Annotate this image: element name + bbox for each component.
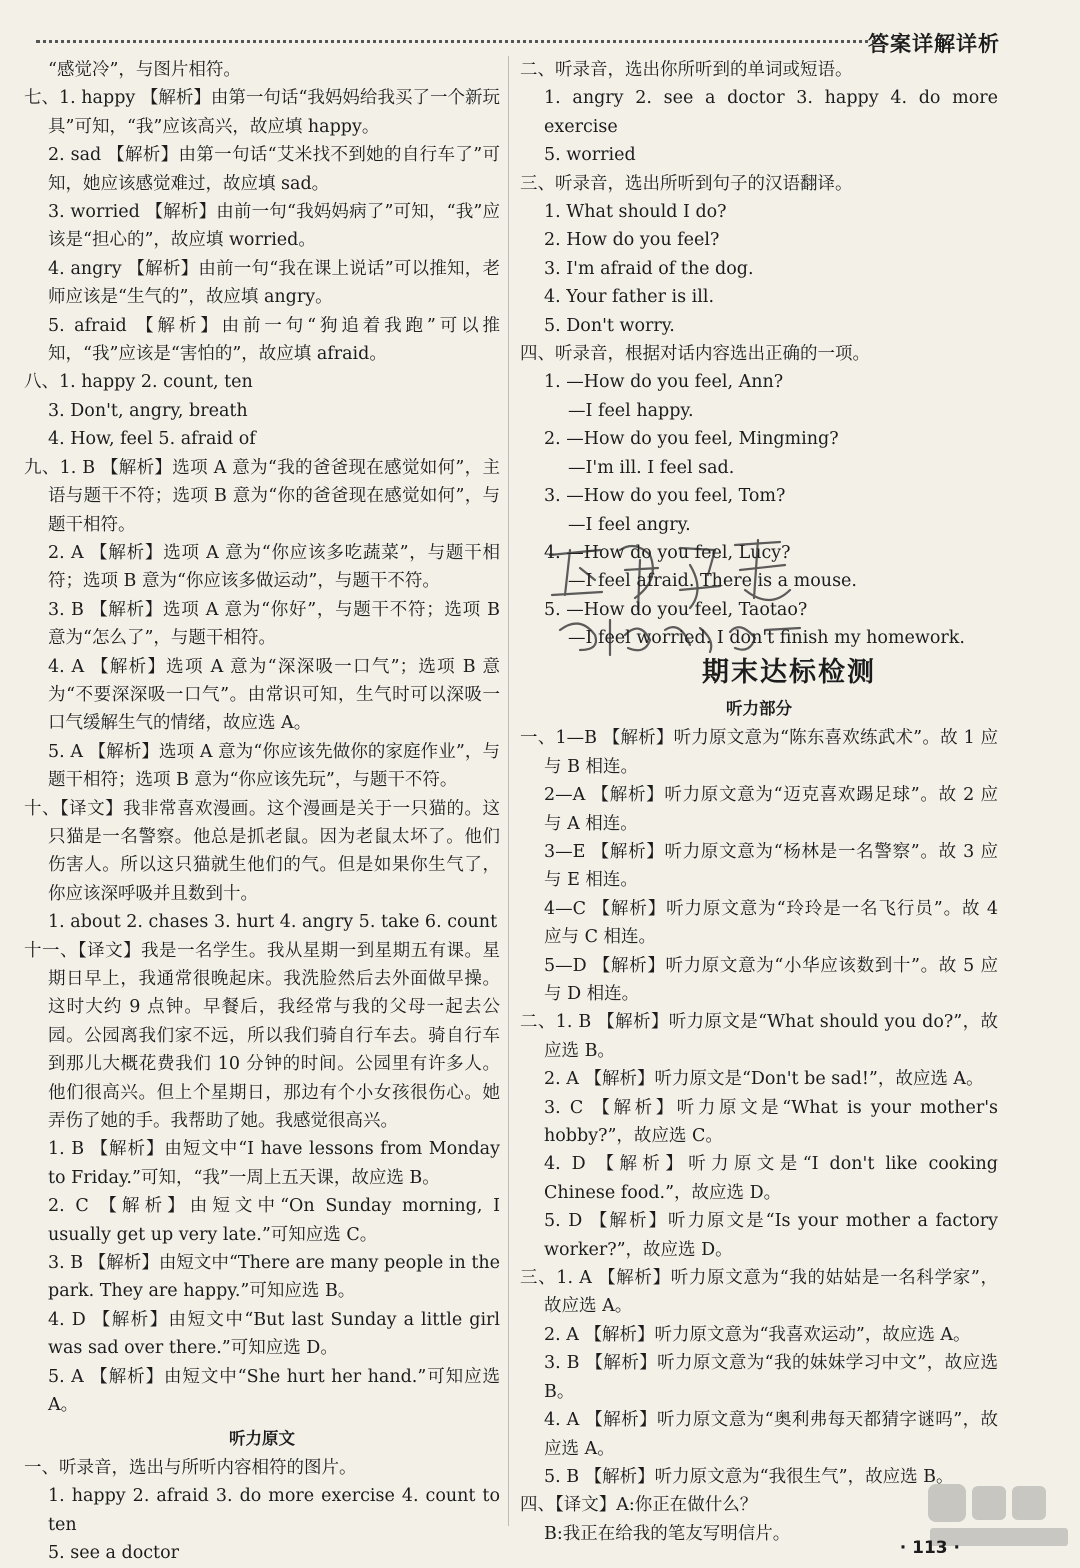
section-item: 十一、【译文】我是一名学生。我从星期一到星期五有课。星期日早上，我通常很晚起床。我洗脸然后去外面做早操。这时大约 9 点钟。早餐后，我经常与我的父母一起去公园。公园离我们家不远，所以我们骑自行车去。骑自行车到那儿大概花费我们 10 分钟的时间。公园里有许多人。他们很高兴。但上个星期日，那边有个小女孩很伤心。她弄伤了她的手。我帮助了她。我感觉很高兴。 xyxy=(24,940,500,1132)
answer-line: 5—D 【解析】听力原文意为“小华应该数到十”。故 5 应与 D 相连。 xyxy=(544,955,998,1004)
answer-line: 4. D 【解析】听力原文是“I don't like cooking Chinese food.”，故应选 D。 xyxy=(544,1154,998,1203)
answer-line: 5. Don't worry. xyxy=(544,315,675,336)
section-item: 四、【译文】A:你正在做什么？ xyxy=(520,1495,758,1516)
column-divider xyxy=(508,56,509,1526)
answer-line: 1. angry 2. see a doctor 3. happy 4. do more exercise xyxy=(544,88,998,137)
answer-line: 5. A 【解析】选项 A 意为“你应该先做你的家庭作业”，与题干相符；选项 B 意为“你应该先玩”，与题干不符。 xyxy=(48,741,500,791)
answer-line: 2. How do you feel? xyxy=(544,230,720,251)
section-item: 八、1. happy 2. count, ten xyxy=(24,372,253,393)
section-item: 十、【译文】我非常喜欢漫画。这个漫画是关于一只猫的。这只猫是一名警察。他总是抓老鼠。因为老鼠太坏了。他们伤害人。所以这只猫就生他们的气。但是如果你生气了，你应该深呼吸并且数到十。 xyxy=(24,798,500,904)
answer-line: 3—E 【解析】听力原文意为“杨林是一名警察”。故 3 应与 E 相连。 xyxy=(544,841,998,891)
answer-line: 4. A 【解析】听力原文意为“奥利弗每天都猜字谜吗”，故应选 A。 xyxy=(544,1410,998,1459)
dialogue-line: —I feel happy. xyxy=(568,400,694,421)
dialogue-line: —I'm ill. I feel sad. xyxy=(568,457,735,478)
answer-line: “感觉冷”，与图片相符。 xyxy=(48,60,241,80)
answer-line: 5. worried xyxy=(544,145,636,166)
answer-line: 4. D 【解析】由短文中“But last Sunday a little girl was sad over there.”可知应选 D。 xyxy=(48,1309,500,1359)
dialogue-line: —I feel angry. xyxy=(568,514,691,535)
section-heading: 听力部分 xyxy=(726,698,792,718)
answer-line: B:我正在给我的笔友写明信片。 xyxy=(544,1523,791,1544)
answer-line: 5. B 【解析】听力原文意为“我很生气”，故应选 B。 xyxy=(544,1466,954,1487)
answer-line: 1. happy 2. afraid 3. do more exercise 4. count to ten xyxy=(48,1486,500,1535)
left-column xyxy=(24,56,500,1568)
answer-line: 3. B 【解析】由短文中“There are many people in the park. They are happy.”可知应选 B。 xyxy=(48,1253,500,1302)
answer-line: 4. A 【解析】选项 A 意为“深深吸一口气”；选项 B 意为“不要深深吸一口气”。由常识可知，生气时可以深吸一口气缓解生气的情绪，故应选 A。 xyxy=(48,656,500,734)
answer-line: 3. Don't, angry, breath xyxy=(48,400,248,421)
answer-line: 4—C 【解析】听力原文意为“玲玲是一名飞行员”。故 4 应与 C 相连。 xyxy=(544,898,998,948)
chapter-title: 期末达标检测 xyxy=(702,656,876,688)
answer-line: 5. D 【解析】听力原文是“Is your mother a factory worker?”，故应选 D。 xyxy=(544,1211,998,1260)
header-dotted-rule xyxy=(36,40,876,43)
answer-line: 2. —How do you feel, Mingming? xyxy=(544,429,839,450)
section-item: 七、1. happy 【解析】由第一句话“我妈妈给我买了一个新玩具”可知，“我”应该高兴，故应填 happy。 xyxy=(24,88,500,137)
answer-line: 4. How, feel 5. afraid of xyxy=(48,429,256,450)
answer-line: 3. —How do you feel, Tom? xyxy=(544,486,786,507)
section-item: 一、1—B 【解析】听力原文意为“陈东喜欢练武术”。故 1 应与 B 相连。 xyxy=(520,728,998,777)
section-item: 一、听录音，选出与所听内容相符的图片。 xyxy=(24,1457,357,1478)
answer-line: 5. A 【解析】由短文中“She hurt her hand.”可知应选 A。 xyxy=(48,1366,500,1416)
answer-line: 3. B 【解析】听力原文意为“我的妹妹学习中文”，故应选 B。 xyxy=(544,1353,998,1402)
page-number: · 113 · xyxy=(899,1538,960,1558)
section-item: 二、听录音，选出你所听到的单词或短语。 xyxy=(520,60,853,80)
answer-line: 4. angry 【解析】由前一句“我在课上说话”可以推知，老师应该是“生气的”，故应填 angry。 xyxy=(48,258,500,308)
section-item: 二、1. B 【解析】听力原文是“What should you do?”，故应选 B。 xyxy=(520,1012,998,1061)
answer-line: 3. C 【解析】听力原文是“What is your mother's hobby?”，故应选 C。 xyxy=(544,1097,998,1147)
answer-line: 5. afraid 【解析】由前一句“狗追着我跑”可以推知，“我”应该是“害怕的”，故应填 afraid。 xyxy=(48,315,500,365)
section-item: 四、听录音，根据对话内容选出正确的一项。 xyxy=(520,344,870,365)
answer-line: 4. Your father is ill. xyxy=(544,287,715,308)
answer-line: 3. I'm afraid of the dog. xyxy=(544,258,754,279)
answer-line: 2. sad 【解析】由第一句话“艾米找不到她的自行车了”可知，她应该感觉难过，故应填 sad。 xyxy=(48,145,500,194)
section-heading: 听力原文 xyxy=(229,1428,295,1448)
answer-line: 1. What should I do? xyxy=(544,202,727,223)
answer-line: 2—A 【解析】听力原文意为“迈克喜欢踢足球”。故 2 应与 A 相连。 xyxy=(544,785,998,834)
answer-line: 1. —How do you feel, Ann? xyxy=(544,372,784,393)
answer-line: 2. A 【解析】选项 A 意为“你应该多吃蔬菜”，与题干相符；选项 B 意为“你应该多做运动”，与题干不符。 xyxy=(48,542,500,592)
answer-line: 3. worried 【解析】由前一句“我妈妈病了”可知，“我”应该是“担心的”，故应填 worried。 xyxy=(48,202,500,251)
answer-line: 1. B 【解析】由短文中“I have lessons from Monday to Friday.”可知，“我”一周上五天课，故应选 B。 xyxy=(48,1139,500,1188)
answer-line: 1. about 2. chases 3. hurt 4. angry 5. take 6. count xyxy=(48,912,498,933)
section-item: 九、1. B 【解析】选项 A 意为“我的爸爸现在感觉如何”，主语与题干不符；选项 B 意为“你的爸爸现在感觉如何”，与题干相符。 xyxy=(24,457,500,535)
page-header-title: 答案详解详析 xyxy=(868,32,1000,56)
answer-line: 2. A 【解析】听力原文是“Don't be sad!”，故应选 A。 xyxy=(544,1069,984,1090)
answer-line: 3. B 【解析】选项 A 意为“你好”，与题干不符；选项 B 意为“怎么了”，与题干相符。 xyxy=(48,599,500,649)
dialogue-line: —I feel worried. I don't finish my homework. xyxy=(568,628,965,649)
answer-line: 5. see a doctor xyxy=(48,1543,179,1564)
answer-line: 2. A 【解析】听力原文意为“我喜欢运动”，故应选 A。 xyxy=(544,1324,971,1345)
section-item: 三、听录音，选出所听到句子的汉语翻译。 xyxy=(520,173,853,194)
right-column xyxy=(520,56,998,1548)
section-item: 三、1. A 【解析】听力原文意为“我的姑姑是一名科学家”，故应选 A。 xyxy=(520,1268,998,1317)
answer-line: 4. —How do you feel, Lucy? xyxy=(544,542,791,563)
answer-line: 5. —How do you feel, Taotao? xyxy=(544,599,808,620)
answer-line: 2. C 【解析】由短文中“On Sunday morning, I usually get up very late.”可知应选 C。 xyxy=(48,1196,500,1245)
dialogue-line: —I feel afraid. There is a mouse. xyxy=(568,571,857,592)
